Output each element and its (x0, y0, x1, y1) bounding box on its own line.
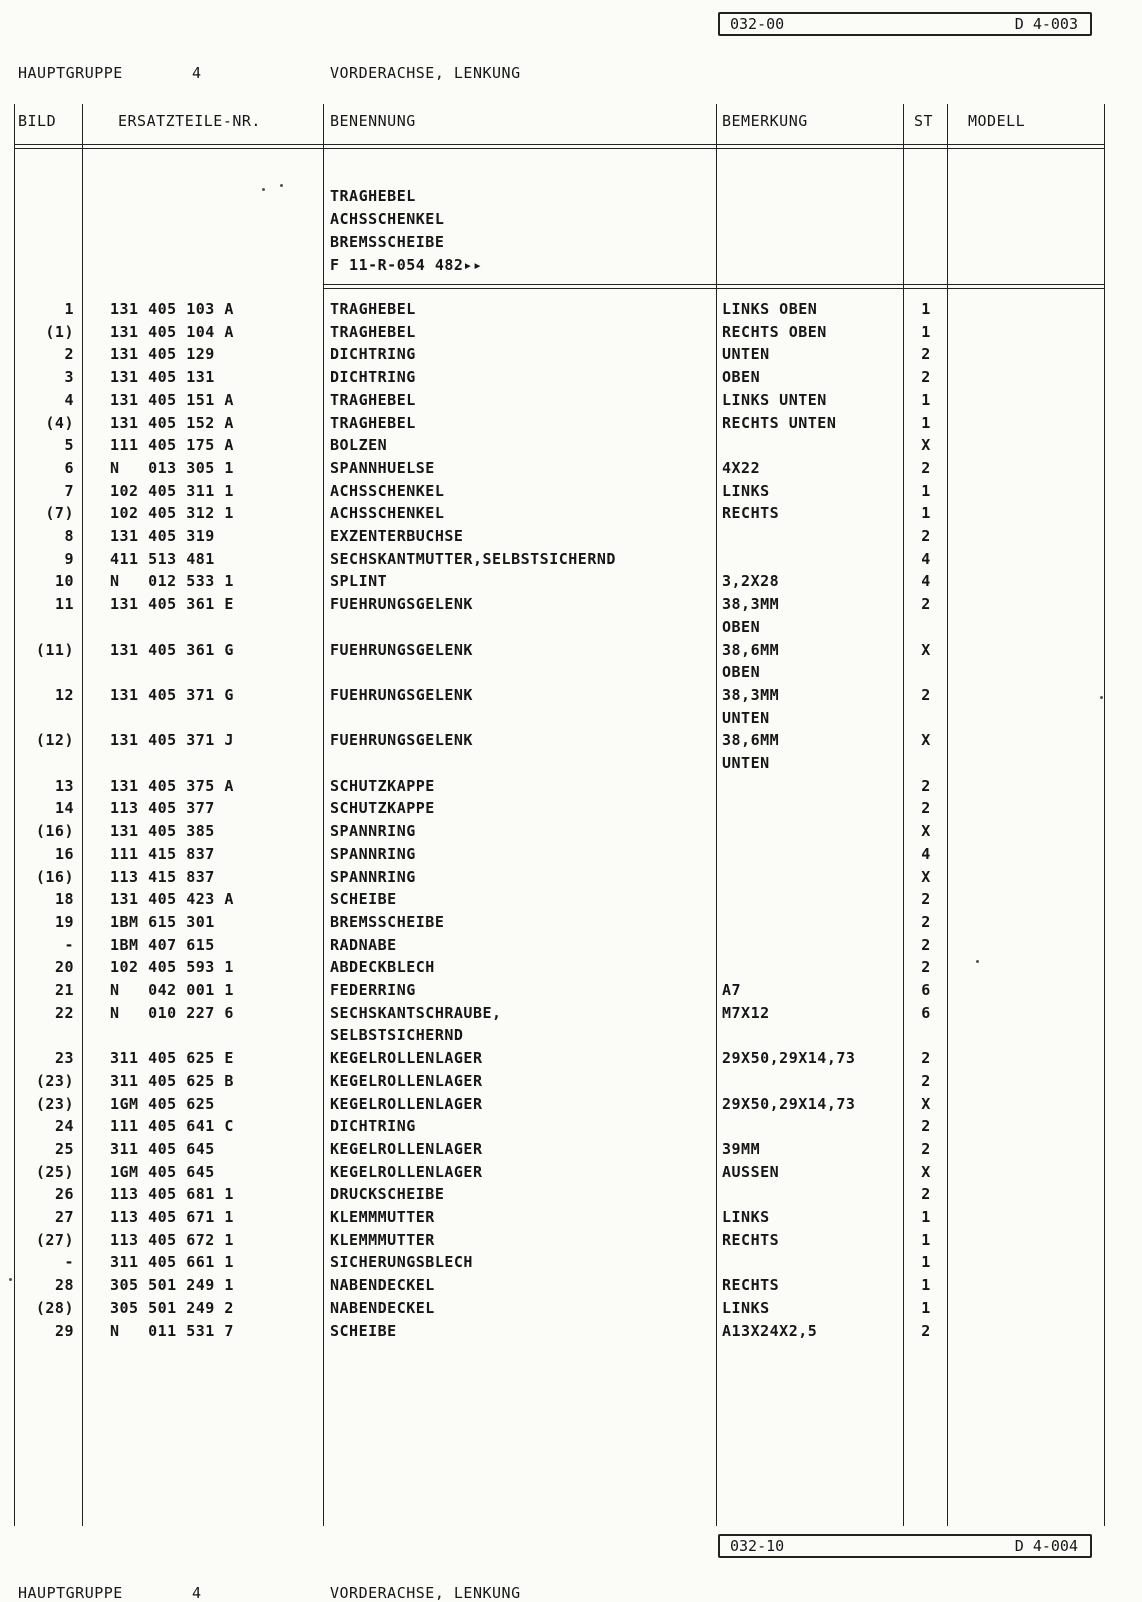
cell-part-number: 131 405 319 (110, 527, 215, 545)
cell-bemerkung: LINKS (722, 481, 770, 500)
footer-group-label: HAUPTGRUPPE (18, 1584, 123, 1602)
cell-bild: 12 (54, 685, 74, 704)
col-header-bild: BILD (18, 112, 57, 130)
cell-bild: 5 (64, 436, 74, 455)
page-ref-right: D 4-004 (1014, 1537, 1078, 1555)
cell-benennung: SPANNRING (330, 844, 416, 863)
col-header-ersatzteile: ERSATZTEILE-NR. (118, 112, 261, 130)
cell-st: 1 (921, 1230, 931, 1249)
cell-part-number: N 013 305 1 (110, 458, 234, 477)
cell-benennung: DICHTRING (330, 1117, 416, 1136)
cell-part-number: 113 405 672 1 (110, 1230, 234, 1249)
page-reference-bottom (718, 1534, 1092, 1558)
cell-bild: 20 (54, 958, 74, 977)
cell-st: 1 (921, 1276, 931, 1295)
cell-st: 1 (921, 1253, 931, 1272)
cell-bild: (11) (35, 640, 74, 659)
cell-bemerkung: UNTEN (722, 345, 770, 364)
cell-part-number: N 010 227 6 (110, 1003, 234, 1022)
cell-benennung: KEGELROLLENLAGER (330, 1071, 483, 1090)
cell-st: 2 (921, 458, 931, 477)
cell-bemerkung: A13X24X2,5 (722, 1321, 818, 1340)
cell-bild: (1) (45, 322, 74, 341)
cell-benennung: FUEHRUNGSGELENK (330, 685, 473, 704)
cell-st: 2 (921, 935, 931, 954)
cell-benennung: KEGELROLLENLAGER (330, 1139, 483, 1158)
cell-st: 2 (921, 685, 931, 704)
cell-st: 6 (921, 981, 931, 999)
cell-part-number: 113 405 681 1 (110, 1185, 234, 1204)
cell-part-number: 113 405 671 1 (110, 1208, 234, 1226)
cell-st: 2 (921, 799, 931, 818)
cell-part-number: 131 405 375 A (110, 776, 234, 795)
cell-part-number: N 012 533 1 (110, 572, 234, 591)
cell-st: 2 (921, 1117, 931, 1136)
cell-bemerkung: LINKS (722, 1208, 770, 1226)
intro-rule-left (323, 284, 716, 285)
cell-part-number: 1BM 407 615 (110, 935, 215, 954)
cell-st: X (921, 1094, 931, 1113)
cell-benennung: SICHERUNGSBLECH (330, 1253, 473, 1272)
cell-part-number: 102 405 312 1 (110, 504, 234, 523)
cell-st: 2 (921, 1321, 931, 1340)
cell-part-number: 131 405 129 (110, 345, 215, 364)
cell-bild: (12) (35, 731, 74, 750)
cell-part-number: 102 405 311 1 (110, 481, 234, 500)
cell-benennung: DICHTRING (330, 345, 416, 364)
cell-benennung: SCHEIBE (330, 890, 397, 909)
cell-benennung: EXZENTERBUCHSE (330, 527, 464, 545)
cell-benennung: KEGELROLLENLAGER (330, 1049, 483, 1068)
cell-part-number: 311 405 625 E (110, 1049, 234, 1068)
col-header-modell: MODELL (968, 112, 1026, 130)
cell-benennung: FUEHRUNGSGELENK (330, 731, 473, 750)
cell-part-number: 113 405 377 (110, 799, 215, 818)
cell-part-number: 131 405 131 (110, 368, 215, 387)
col-rule-left (14, 104, 15, 1526)
cell-st: 1 (921, 390, 931, 409)
cell-benennung: KEGELROLLENLAGER (330, 1162, 483, 1181)
cell-bemerkung: 39MM (722, 1139, 761, 1158)
cell-st: X (921, 867, 931, 886)
col-header-benennung: BENENNUNG (330, 112, 416, 130)
cell-part-number: 311 405 625 B (110, 1071, 234, 1090)
cell-benennung: SPANNRING (330, 822, 416, 841)
cell-benennung: RADNABE (330, 935, 397, 954)
cell-part-number: N 011 531 7 (110, 1321, 234, 1340)
cell-part-number: 131 405 371 G (110, 685, 234, 704)
cell-benennung: SPANNRING (330, 867, 416, 886)
cell-st: 1 (921, 1298, 931, 1317)
cell-benennung: SPANNHUELSE (330, 458, 435, 477)
cell-bild: 26 (54, 1185, 74, 1204)
cell-part-number: 131 405 361 E (110, 595, 234, 614)
cell-bemerkung: 29X50,29X14,73 (722, 1094, 856, 1113)
cell-part-number: 1BM 615 301 (110, 912, 215, 931)
cell-part-number: 102 405 593 1 (110, 958, 234, 977)
cell-st: 1 (921, 504, 931, 523)
cell-bild: 1 (64, 300, 74, 318)
cell-st: X (921, 640, 931, 659)
cell-benennung: SECHSKANTSCHRAUBE, (330, 1003, 502, 1022)
cell-benennung: ACHSSCHENKEL (330, 481, 445, 500)
cell-st: 6 (921, 1003, 931, 1022)
cell-benennung: SCHEIBE (330, 1321, 397, 1340)
cell-part-number: 113 415 837 (110, 867, 215, 886)
intro-line: F 11-R-054 482▸▸ (330, 256, 483, 274)
cell-benennung: FEDERRING (330, 981, 416, 999)
cell-part-number: 305 501 249 2 (110, 1298, 234, 1317)
cell-bemerkung: RECHTS (722, 1230, 780, 1249)
cell-part-number: 1GM 405 645 (110, 1162, 215, 1181)
cell-part-number: 131 405 103 A (110, 300, 234, 318)
cell-bemerkung: A7 (722, 981, 742, 999)
intro-line: BREMSSCHEIBE (330, 233, 445, 251)
cell-bild: 27 (54, 1208, 74, 1226)
cell-benennung: TRAGHEBEL (330, 413, 416, 432)
col-header-st: ST (914, 112, 934, 130)
cell-benennung: SCHUTZKAPPE (330, 799, 435, 818)
cell-bemerkung: AUSSEN (722, 1162, 780, 1181)
footer-group-number: 4 (192, 1584, 202, 1602)
cell-bild: 16 (54, 844, 74, 863)
cell-bemerkung: 38,6MM (722, 731, 780, 750)
cell-st: 1 (921, 413, 931, 432)
col-rule-bild (82, 104, 83, 1526)
cell-st: 2 (921, 958, 931, 977)
header-rule (14, 144, 1104, 149)
cell-part-number: 131 405 104 A (110, 322, 234, 341)
cell-benennung: SPLINT (330, 572, 388, 591)
cell-bemerkung: RECHTS OBEN (722, 322, 827, 341)
cell-bemerkung: RECHTS (722, 1276, 780, 1295)
cell-part-number: 131 405 385 (110, 822, 215, 841)
cell-bemerkung: UNTEN (722, 754, 770, 772)
cell-st: 2 (921, 368, 931, 387)
cell-st: 1 (921, 1208, 931, 1226)
cell-bild: (27) (35, 1230, 74, 1249)
cell-bemerkung: LINKS OBEN (722, 300, 818, 318)
cell-benennung: DRUCKSCHEIBE (330, 1185, 445, 1204)
cell-bemerkung: 4X22 (722, 458, 761, 477)
cell-benennung: NABENDECKEL (330, 1276, 435, 1295)
scan-speck (1100, 696, 1103, 699)
cell-bild: (23) (35, 1094, 74, 1113)
cell-benennung: ABDECKBLECH (330, 958, 435, 977)
cell-part-number: 131 405 361 G (110, 640, 234, 659)
cell-bild: (25) (35, 1162, 74, 1181)
page-ref-left: 032-00 (730, 15, 785, 33)
intro-rule-left-2 (323, 288, 716, 289)
cell-st: 2 (921, 1185, 931, 1204)
cell-st: 2 (921, 890, 931, 909)
cell-bild: 2 (64, 345, 74, 364)
group-label: HAUPTGRUPPE (18, 64, 123, 82)
scan-speck (9, 1278, 12, 1281)
cell-part-number: 111 415 837 (110, 844, 215, 863)
cell-part-number: 111 405 641 C (110, 1117, 234, 1136)
cell-bild: 6 (64, 458, 74, 477)
cell-part-number: 311 405 645 (110, 1139, 215, 1158)
cell-bild: 8 (64, 527, 74, 545)
cell-benennung: FUEHRUNGSGELENK (330, 595, 473, 614)
cell-benennung: TRAGHEBEL (330, 300, 416, 318)
cell-bemerkung: RECHTS (722, 504, 780, 523)
cell-bild: (7) (45, 504, 74, 523)
cell-st: 4 (921, 572, 931, 591)
cell-bemerkung: LINKS (722, 1298, 770, 1317)
cell-bemerkung: OBEN (722, 663, 761, 682)
cell-bemerkung: OBEN (722, 617, 761, 636)
cell-bemerkung: 29X50,29X14,73 (722, 1049, 856, 1068)
cell-st: 2 (921, 345, 931, 364)
cell-bemerkung: RECHTS UNTEN (722, 413, 837, 432)
cell-part-number: 131 405 151 A (110, 390, 234, 409)
cell-bild: - (64, 1253, 74, 1272)
col-rule-benennung (716, 104, 717, 1526)
cell-bemerkung: UNTEN (722, 708, 770, 727)
col-rule-st (947, 104, 948, 1526)
intro-line: ACHSSCHENKEL (330, 210, 445, 228)
cell-st: 2 (921, 1071, 931, 1090)
scan-speck (262, 188, 265, 191)
cell-benennung: KLEMMMUTTER (330, 1230, 435, 1249)
cell-benennung: BREMSSCHEIBE (330, 912, 445, 931)
cell-bemerkung: 38,3MM (722, 685, 780, 704)
cell-st: 2 (921, 527, 931, 545)
col-header-bemerkung: BEMERKUNG (722, 112, 808, 130)
cell-bild: 24 (54, 1117, 74, 1136)
footer-group-title: VORDERACHSE, LENKUNG (330, 1584, 521, 1602)
group-title: VORDERACHSE, LENKUNG (330, 64, 521, 82)
scan-speck (280, 184, 283, 187)
cell-bild: 28 (54, 1276, 74, 1295)
scan-speck (976, 960, 979, 963)
cell-benennung: ACHSSCHENKEL (330, 504, 445, 523)
cell-benennung: DICHTRING (330, 368, 416, 387)
cell-st: X (921, 731, 931, 750)
cell-bemerkung: M7X12 (722, 1003, 770, 1022)
cell-bild: 7 (64, 481, 74, 500)
cell-bemerkung: LINKS UNTEN (722, 390, 827, 409)
cell-st: X (921, 436, 931, 455)
cell-bild: 3 (64, 368, 74, 387)
cell-bemerkung: 38,6MM (722, 640, 780, 659)
cell-benennung: NABENDECKEL (330, 1298, 435, 1317)
cell-bild: 18 (54, 890, 74, 909)
cell-st: 1 (921, 481, 931, 500)
cell-benennung: SCHUTZKAPPE (330, 776, 435, 795)
cell-bild: (16) (35, 822, 74, 841)
cell-st: 1 (921, 322, 931, 341)
cell-benennung: TRAGHEBEL (330, 322, 416, 341)
cell-part-number: 111 405 175 A (110, 436, 234, 455)
cell-bild: (23) (35, 1071, 74, 1090)
cell-bemerkung: 38,3MM (722, 595, 780, 614)
cell-bild: (28) (35, 1298, 74, 1317)
cell-benennung: KLEMMMUTTER (330, 1208, 435, 1226)
intro-line: TRAGHEBEL (330, 187, 416, 205)
cell-bild: 4 (64, 390, 74, 409)
cell-bild: 29 (54, 1321, 74, 1340)
cell-st: 2 (921, 1049, 931, 1068)
cell-bild: 9 (64, 549, 74, 568)
cell-part-number: 311 405 661 1 (110, 1253, 234, 1272)
cell-bild: - (64, 935, 74, 954)
cell-bild: 19 (54, 912, 74, 931)
cell-bild: 11 (54, 595, 74, 614)
page-ref-left: 032-10 (730, 1537, 785, 1555)
cell-bild: 14 (54, 799, 74, 818)
cell-bild: 23 (54, 1049, 74, 1068)
cell-benennung: TRAGHEBEL (330, 390, 416, 409)
cell-part-number: 411 513 481 (110, 549, 215, 568)
cell-st: 2 (921, 776, 931, 795)
group-number: 4 (192, 64, 202, 82)
cell-st: 4 (921, 844, 931, 863)
col-rule-nr (323, 104, 324, 1526)
cell-part-number: 1GM 405 625 (110, 1094, 215, 1113)
cell-bild: 13 (54, 776, 74, 795)
cell-bild: (16) (35, 867, 74, 886)
page-ref-right: D 4-003 (1014, 15, 1078, 33)
cell-part-number: 305 501 249 1 (110, 1276, 234, 1295)
cell-st: 2 (921, 1139, 931, 1158)
cell-bild: 10 (54, 572, 74, 591)
cell-st: 4 (921, 549, 931, 568)
intro-rule (716, 284, 1104, 289)
cell-st: X (921, 1162, 931, 1181)
cell-st: X (921, 822, 931, 841)
col-rule-right (1104, 104, 1105, 1526)
cell-bild: 22 (54, 1003, 74, 1022)
cell-bemerkung: OBEN (722, 368, 761, 387)
cell-part-number: N 042 001 1 (110, 981, 234, 999)
cell-part-number: 131 405 152 A (110, 413, 234, 432)
cell-bild: 25 (54, 1139, 74, 1158)
cell-part-number: 131 405 423 A (110, 890, 234, 909)
cell-benennung: SELBSTSICHERND (330, 1026, 464, 1045)
cell-benennung: BOLZEN (330, 436, 388, 455)
cell-bild: 21 (54, 981, 74, 999)
col-rule-bemerkung (903, 104, 904, 1526)
cell-part-number: 131 405 371 J (110, 731, 234, 750)
cell-benennung: KEGELROLLENLAGER (330, 1094, 483, 1113)
cell-benennung: SECHSKANTMUTTER,SELBSTSICHERND (330, 549, 616, 568)
cell-bemerkung: 3,2X28 (722, 572, 780, 591)
cell-st: 2 (921, 595, 931, 614)
cell-st: 2 (921, 912, 931, 931)
cell-st: 1 (921, 300, 931, 318)
cell-benennung: FUEHRUNGSGELENK (330, 640, 473, 659)
cell-bild: (4) (45, 413, 74, 432)
